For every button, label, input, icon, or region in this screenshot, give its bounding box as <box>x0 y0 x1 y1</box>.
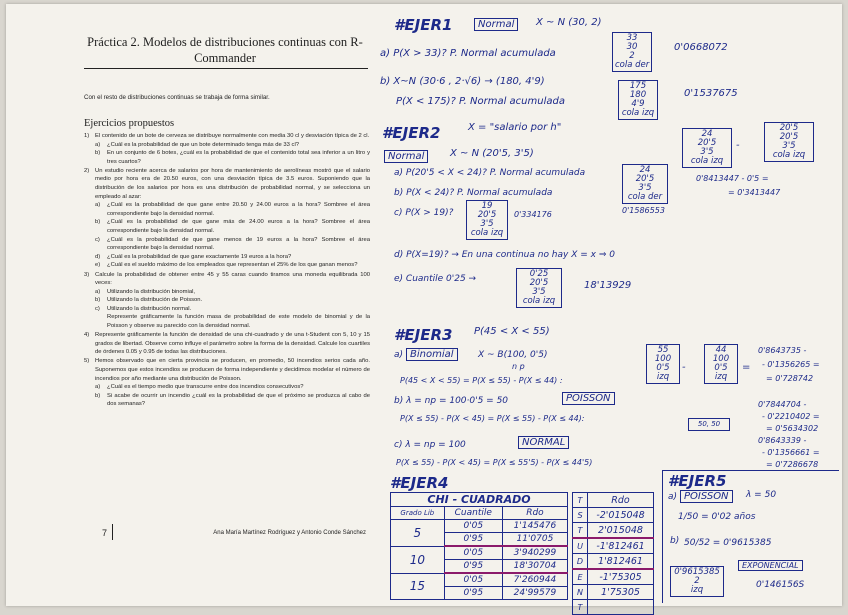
ej1-b-box: 175 180 4'9 cola izq <box>618 80 658 120</box>
ej1-b-result: 0'1537675 <box>684 88 738 99</box>
chi-square-table <box>390 492 568 600</box>
intro-text: Con el resto de distribuciones continuas se trabaja de forma similar. <box>84 94 270 101</box>
ej2-box-r1: 24 20'5 3'5 cola izq <box>682 128 732 168</box>
table-row: 0'95 24'99579 <box>391 587 568 600</box>
table-row: 10 0'05 3'940299 <box>391 546 568 560</box>
ej2-b-box: 24 20'5 3'5 cola der <box>622 164 668 204</box>
ej3-b-tag: POISSON <box>562 392 615 405</box>
col-quantile: Cuantile <box>444 507 502 520</box>
exercise-4: 4) Represente gráficamente la función de densidad de una chi-cuadrado y de una t-Student con 5, 10 y 15 grados de libertad. Observe como influye el parámetro sobre la forma de la densidad. Calcule los cuartiles de órdenes 0.05 y 0.95 de todas las distribuciones. <box>84 332 370 356</box>
exercise-item: e) ¿Cuál es el sueldo máximo de los empleados que representan el 25% de los que ganan menos? <box>95 262 358 269</box>
exercise-5: 5) Hemos observado que en cierta provincia se producen, en promedio, 50 incendios serios cada año. Suponemos que estos incendios se producen de forma independiente y decidimos modelar el número de incendios por año mediante una distribución de Poisson. a) ¿Cuál es el tiempo medio que transcurre entre dos incendios consecutivos? b) Si acabe de ocurrir un incendio ¿cuál es la probabilidad de que el próximo se produzca al cabo de dos semanas? <box>84 358 370 408</box>
ej2-box-r2: 20'5 20'5 3'5 cola izq <box>764 122 814 162</box>
ej5-b-prefix: b) <box>670 536 680 546</box>
exercise-item: b) En un conjunto de 6 botes, ¿cuál es la probabilidad de que el contenido total sea inferior a un litro y tres cuartos? <box>95 150 370 165</box>
ej3-b-result2: - 0'2210402 = <box>762 412 820 421</box>
exercise-list <box>84 132 370 410</box>
ej3-c-result1: 0'8643339 - <box>758 436 807 445</box>
ej2-a-result2: = 0'3413447 <box>728 188 781 197</box>
table-row: N 1'75305 <box>573 585 654 600</box>
ej3-c-tag: NORMAL <box>518 436 569 449</box>
table-row: 0'95 18'30704 <box>391 560 568 574</box>
ej1-model: X ~ N (30, 2) <box>536 17 602 28</box>
t-col-result: Rdo <box>588 493 654 508</box>
ej3-a-prefix: a) <box>394 350 404 360</box>
exercise-item: c) Utilizando la distribución normal. <box>95 305 192 312</box>
chi-title: CHI - CUADRADO <box>391 493 568 507</box>
ej3-a-result2: - 0'1356265 = <box>762 360 820 369</box>
ej3-b-result3: = 0'5634302 <box>766 424 819 433</box>
ej2-a-text: a) P(20'5 < X < 24)? P. Normal acumulada <box>394 168 586 178</box>
ej3-heading: #EJER3 <box>394 326 453 344</box>
ej2-b-text: b) P(X < 24)? P. Normal acumulada <box>394 188 553 198</box>
ej3-a-text: P(45 < X < 55) = P(X ≤ 55) - P(X ≤ 44) : <box>400 376 563 385</box>
ej3-c-result3: = 0'7286678 <box>766 460 819 469</box>
ej2-def: X = "salario por h" <box>468 122 562 133</box>
ej5-b-tag: EXPONENCIAL <box>738 560 803 571</box>
authors: Ana María Martínez Rodríguez y Antonio Conde Sánchez <box>213 530 366 536</box>
page-number: 7 <box>102 528 108 538</box>
exercise-item: b) Utilizando la distribución de Poisson. <box>95 297 203 304</box>
ej5-a-prefix: a) <box>668 492 678 502</box>
ej5-b-result: 0'146156S <box>756 580 805 590</box>
ej2-b-result: 0'1586553 <box>622 206 665 215</box>
page-title: Práctica 2. Modelos de distribuciones continuas con R-Commander <box>87 35 363 65</box>
ej3-minus: - <box>682 362 686 373</box>
exercise-item: d) ¿Cuál es la probabilidad de que gane exactamente 19 euros a la hora? <box>95 253 292 260</box>
ej1-a-result: 0'0668072 <box>674 42 728 53</box>
ej2-a-result1: 0'8413447 - 0'5 = <box>696 174 769 183</box>
ej3-a-box1: 55 100 0'5 izq <box>646 344 680 384</box>
exercise-note: Represente gráficamente la función masa de probabilidad de este modelo de binomial y de la Poisson y observe su parecido con la densidad normal. <box>107 314 370 330</box>
ej3-equals: = <box>742 362 751 373</box>
ej3-b-result1: 0'7844704 - <box>758 400 807 409</box>
ej2-e-text: e) Cuantile 0'25 → <box>394 274 477 284</box>
ej5-b-text: 50/52 = 0'9615385 <box>684 538 772 548</box>
ej5-a-tag: POISSON <box>680 490 733 503</box>
handwritten-page <box>378 4 842 612</box>
ej3-c-result2: - 0'1356661 = <box>762 448 820 457</box>
exercise-1: 1) El contenido de un bote de cerveza se distribuye normalmente con media 30 cl y desviación típica de 2 cl. a) ¿Cuál es la probabilidad de que un bote determinado tenga más de 33 cl? b) En un conjunto de 6 botes, ¿cuál es la probabilidad de que el contenido total sea inferior a un litro y tres cuartos? <box>84 133 370 165</box>
table-row: U -1'812461 <box>573 538 654 554</box>
table-row: 15 0'05 7'260944 <box>391 573 568 587</box>
exercise-item: c) ¿Cuál es la probabilidad de que gane menos de 19 euros a la hora? Sombree el área correspondiente bajo la densidad normal. <box>95 236 370 252</box>
ej5-b-box: 0'9615385 2 izq <box>670 566 724 597</box>
table-row: 5 0'05 1'145476 <box>391 520 568 533</box>
exercise-item: a) ¿Cuál es la probabilidad de que un bote determinado tenga más de 33 cl? <box>95 141 299 148</box>
ej5-heading: #EJER5 <box>668 472 727 490</box>
ej3-b-box: 50, 50 <box>688 418 730 431</box>
table-row: 0'95 11'0705 <box>391 533 568 547</box>
ej5-a-text: 1/50 = 0'02 años <box>678 512 756 522</box>
ej3-a-tag: Binomial <box>406 348 458 361</box>
ej3-a-result3: = 0'728742 <box>766 374 814 383</box>
exercise-item: a) Utilizando la distribución binomial, <box>95 288 196 295</box>
exercise-item: b) Si acabe de ocurrir un incendio ¿cuál es la probabilidad de que el próximo se produzca al cabo de dos semanas? <box>95 392 370 408</box>
ej2-d-text: d) P(X=19)? → En una continua no hay X = x ⇒ 0 <box>394 250 615 260</box>
exercise-3: 3) Calcule la probabilidad de obtener entre 45 y 55 caras cuando tiramos una moneda equilibrada 100 veces: a) Utilizando la distribución binomial, b) Utilizando la distribución de Poisson. c) Utilizando la distribución normal. Represente gráficamente la función masa de probabilidad de este modelo de binomial y de la Poisson y observe su parecido con la densidad normal. <box>84 271 370 330</box>
ej3-c-text: c) λ = np = 100 <box>394 440 466 450</box>
ej2-e-result: 18'13929 <box>584 280 632 291</box>
ej3-c-text2: P(X ≤ 55) - P(X < 45) = P(X ≤ 55'5) - P(X ≤ 44'5) <box>396 458 593 467</box>
table-row: D 1'812461 <box>573 554 654 570</box>
table-row: E -1'75305 <box>573 569 654 585</box>
exercise-text: El contenido de un bote de cerveza se distribuye normalmente con media 30 cl y desviación típica de 2 cl. <box>95 133 370 139</box>
ej4-heading: #EJER4 <box>390 474 449 492</box>
ej2-model: X ~ N (20'5, 3'5) <box>450 148 534 159</box>
ej2-c-text: c) P(X > 19)? <box>394 208 454 218</box>
ej2-minus: - <box>736 140 740 151</box>
ej5-a-model: λ = 50 <box>746 490 777 500</box>
ej3-b-text: b) λ = np = 100·0'5 = 50 <box>394 396 509 406</box>
ej2-heading: #EJER2 <box>382 124 441 142</box>
exercise-item: a) ¿Cuál es el tiempo medio que transcurre entre dos incendios consecutivos? <box>95 384 304 391</box>
ej1-a-text: a) P(X > 33)? P. Normal acumulada <box>380 48 556 59</box>
ej3-b-text2: P(X ≤ 55) - P(X < 45) = P(X ≤ 55) - P(X ≤ 44): <box>400 414 585 423</box>
exercise-item: b) ¿Cuál es la probabilidad de que gane más de 24.00 euros a la hora? Sombree el área correspondiente bajo la densidad normal. <box>95 219 370 235</box>
footer-bar <box>112 524 113 540</box>
exercise-text: Un estudio reciente acerca de salarios por hora de mantenimiento de aerolíneas mostró que el salario medio por hora era de 20.50 euros, con una desviación típica de 3.5 euros. Suponiendo que la distribución de los salarios por hora es una distribución de probabilidad normal, y se selecciona un empleado al azar: <box>95 167 370 200</box>
ej3-a-model: X ~ B(100, 0'5) <box>478 350 548 360</box>
col-result: Rdo <box>502 507 567 520</box>
exercise-text: Hemos observado que en cierta provincia se producen, en promedio, 50 incendios serios cada año. Suponemos que estos incendios se producen de forma independiente y decidimos modelar el número de incendios por año mediante una distribución de Poisson. <box>95 358 370 382</box>
ej1-b-text1: b) X~N (30·6 , 2·√6) → (180, 4'9) <box>380 76 545 87</box>
exercise-text: Calcule la probabilidad de obtener entre 45 y 55 caras cuando tiramos una moneda equilibrada 100 veces: <box>95 271 370 287</box>
ej2-model-tag: Normal <box>384 150 428 163</box>
exercise-text: Represente gráficamente la función de densidad de una chi-cuadrado y de una t-Student con 5, 10 y 15 grados de libertad. Observe como influye el parámetro sobre la forma de la densidad. Calcule los cuartiles de órdenes 0.05 y 0.95 de todas las distribuciones. <box>95 332 370 356</box>
ej2-c-result: 0'334176 <box>514 210 552 219</box>
t-student-table: T Rdo S -2'015048 T 2'015048 U -1'812461 D 1'812461 E -1'75305 N 1'75305 T <box>572 492 654 615</box>
ej2-c-box: 19 20'5 3'5 cola izq <box>466 200 508 240</box>
ej3-a-box2: 44 100 0'5 izq <box>704 344 738 384</box>
col-df: Grado Lib <box>391 507 445 520</box>
exercise-2: 2) Un estudio reciente acerca de salarios por hora de mantenimiento de aerolíneas mostró que el salario medio por hora era de 20.50 euros, con una desviación típica de 3.5 euros. Suponiendo que la distribución de los salarios por hora es una distribución de probabilidad normal, y se selecciona un empleado al azar: a) ¿Cuál es la probabilidad de que gane entre 20.50 y 24.00 euros a la hora? Sombree el área correspondiente bajo la densidad normal. b) ¿Cuál es la probabilidad de que gane más de 24.00 euros a la hora? Sombree el área correspondiente bajo la densidad normal. c) ¿Cuál es la probabilidad de que gane menos de 19 euros a la hora? Sombree el área correspondiente bajo la densidad normal. d) ¿Cuál es la probabilidad de que gane exactamente 19 euros a la hora? e) ¿Cuál es el sueldo máximo de los empleados que representan el 25% de los que ganan menos? <box>84 167 370 269</box>
title-rule <box>84 68 368 69</box>
ej3-question: P(45 < X < 55) <box>474 326 550 337</box>
ej1-b-text2: P(X < 175)? P. Normal acumulada <box>396 96 565 107</box>
table-row: T 2'015048 <box>573 523 654 539</box>
ej1-heading: #EJER1 <box>394 16 453 34</box>
ej3-a-result1: 0'8643735 - <box>758 346 807 355</box>
table-row: S -2'015048 <box>573 508 654 523</box>
section-heading: Ejercicios propuestos <box>84 118 175 129</box>
ej3-a-sub: n p <box>512 362 525 371</box>
ej1-model-tag: Normal <box>474 18 518 31</box>
ej1-a-box: 33 30 2 cola der <box>612 32 652 72</box>
scanned-sheet <box>6 4 842 612</box>
exercise-item: a) ¿Cuál es la probabilidad de que gane entre 20.50 y 24.00 euros a la hora? Sombree el área correspondiente bajo la densidad normal. <box>95 202 370 217</box>
printed-page <box>6 4 378 606</box>
ej2-e-box: 0'25 20'5 3'5 cola izq <box>516 268 562 308</box>
